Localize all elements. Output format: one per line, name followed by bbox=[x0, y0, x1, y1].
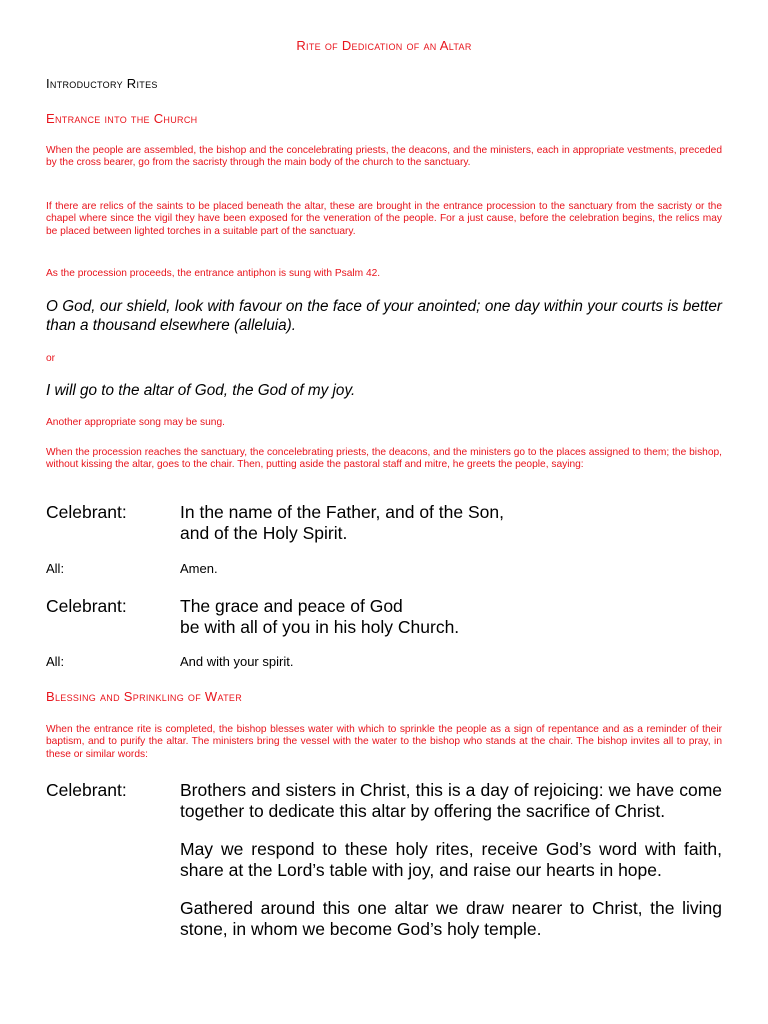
entrance-antiphon-2: I will go to the altar of God, the God of my joy. bbox=[46, 382, 356, 399]
rubric-greeting: When the procession reaches the sanctuary, the concelebrating priests, the deacons, and the ministers go to the places assigned to them; the bishop, without kissing the altar, goes to the chair. Then, putting aside the pastoral staff and mitre, he greets the people, saying: bbox=[46, 447, 722, 471]
rubric-blessing: When the entrance rite is completed, the bishop blesses water with which to sprinkle the people as a sign of repentance and as a reminder of their baptism, and to purify the altar. The ministers bring the vessel with the water to the bishop who stands at the chair. The bishop invites all to pray, in these or similar words: bbox=[46, 724, 722, 760]
rubric-relics: If there are relics of the saints to be placed beneath the altar, these are brought in the entrance procession to the sanctuary from the sacristy or the chapel where since the vigil they have been exposed for the veneration of the people. For a just cause, before the celebration begins, the relics may be placed between lighted torches in a suitable part of the sanctuary. bbox=[46, 201, 722, 237]
rubric-procession: As the procession proceeds, the entrance antiphon is sung with Psalm 42. bbox=[46, 268, 381, 279]
dialogue-text: Amen. bbox=[180, 561, 218, 576]
invitation-paragraph: Brothers and sisters in Christ, this is a day of rejoicing: we have come together to dedicate this altar by offering the sacrifice of Christ. bbox=[180, 780, 722, 821]
dialogue-line: In the name of the Father, and of the Son, bbox=[180, 502, 504, 522]
rubric-or: or bbox=[46, 353, 56, 364]
invitation-paragraph: May we respond to these holy rites, receive God’s word with faith, share at the Lord’s table with joy, and raise our hearts in hope. bbox=[180, 839, 722, 880]
dialogue-line: be with all of you in his holy Church. bbox=[180, 616, 460, 637]
speaker-label: All: bbox=[46, 561, 65, 576]
speaker-label: Celebrant: bbox=[46, 502, 127, 522]
rubric-assembly: When the people are assembled, the bishop and the concelebrating priests, the deacons, and the ministers, each in appropriate vestments, preceded by the cross bearer, go from the sacristy through the main body of the church to the sanctuary. bbox=[46, 145, 722, 169]
document-title: Rite of Dedication of an Altar bbox=[296, 38, 472, 53]
subsection-heading-blessing: Blessing and Sprinkling of Water bbox=[46, 689, 243, 704]
speaker-label: Celebrant: bbox=[46, 596, 127, 616]
section-heading-introductory: Introductory Rites bbox=[46, 76, 158, 91]
speaker-label: All: bbox=[46, 654, 65, 669]
invitation-paragraph: Gathered around this one altar we draw nearer to Christ, the living stone, in whom we become God’s holy temple. bbox=[180, 898, 722, 939]
speaker-label: Celebrant: bbox=[46, 780, 127, 800]
dialogue-text bbox=[180, 502, 722, 543]
dialogue-text: And with your spirit. bbox=[180, 654, 294, 669]
entrance-antiphon-1: O God, our shield, look with favour on the face of your anointed; one day within your courts is better than a thousand elsewhere (alleluia). bbox=[46, 298, 722, 334]
subsection-heading-entrance: Entrance into the Church bbox=[46, 111, 198, 126]
dialogue-line: The grace and peace of God bbox=[180, 596, 403, 616]
invitation-text bbox=[180, 780, 722, 939]
rubric-another-song: Another appropriate song may be sung. bbox=[46, 417, 225, 428]
dialogue-line: and of the Holy Spirit. bbox=[180, 522, 348, 543]
dialogue-text bbox=[180, 596, 722, 637]
